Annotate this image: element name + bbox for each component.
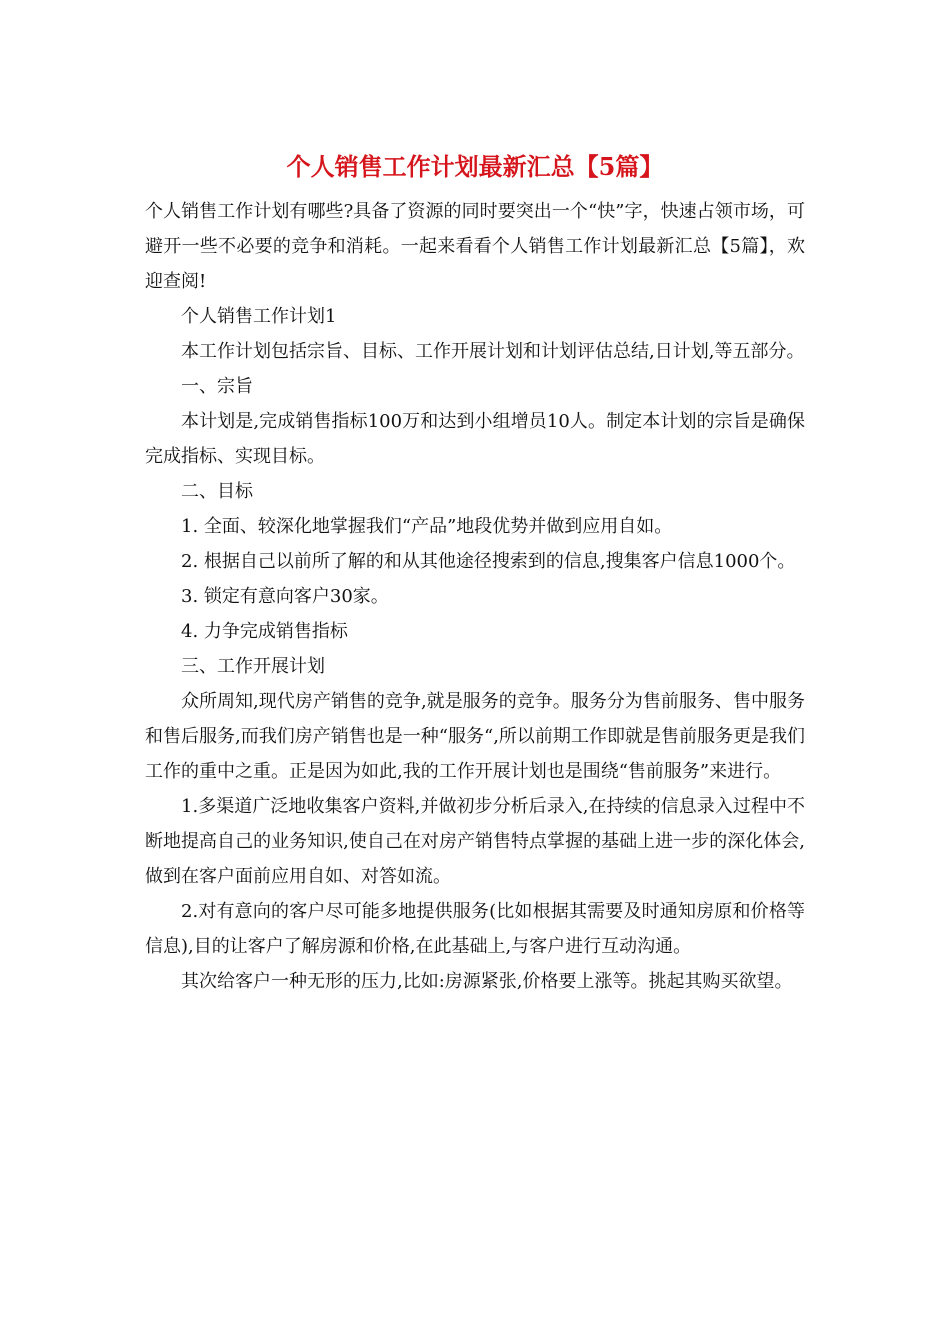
body-paragraph: 其次给客户一种无形的压力,比如:房源紧张,价格要上涨等。挑起其购买欲望。 xyxy=(181,971,793,992)
body-paragraph: 本工作计划包括宗旨、目标、工作开展计划和计划评估总结,日计划,等五部分。 xyxy=(181,341,805,362)
body-paragraph: 2.对有意向的客户尽可能多地提供服务(比如根据其需要及时通知房原和价格等信息),目的让客户了解房源和价格,在此基础上,与客户进行互动沟通。 xyxy=(145,901,805,957)
section-heading: 一、宗旨 xyxy=(181,376,253,397)
list-item: 2. 根据自己以前所了解的和从其他途径搜索到的信息,搜集客户信息1000个。 xyxy=(181,551,796,572)
section-heading-plan-1: 个人销售工作计划1 xyxy=(181,306,337,327)
intro-paragraph: 个人销售工作计划有哪些?具备了资源的同时要突出一个“快”字，快速占领市场，可避开一些不必要的竞争和消耗。一起来看看个人销售工作计划最新汇总【5篇】，欢迎查阅! xyxy=(145,201,805,292)
body-paragraph: 众所周知,现代房产销售的竞争,就是服务的竞争。服务分为售前服务、售中服务和售后服务,而我们房产销售也是一种“服务“,所以前期工作即就是售前服务更是我们工作的重中之重。正是因为如此,我的工作开展计划也是围绕“售前服务”来进行。 xyxy=(145,691,805,782)
body-paragraph: 1.多渠道广泛地收集客户资料,并做初步分析后录入,在持续的信息录入过程中不断地提高自己的业务知识,使自己在对房产销售特点掌握的基础上进一步的深化体会,做到在客户面前应用自如、对答如流。 xyxy=(145,796,805,887)
list-item: 3. 锁定有意向客户30家。 xyxy=(181,586,389,607)
section-heading: 三、工作开展计划 xyxy=(181,656,325,677)
document-title: 个人销售工作计划最新汇总【5篇】 xyxy=(286,152,664,181)
body-paragraph: 本计划是,完成销售指标100万和达到小组增员10人。制定本计划的宗旨是确保完成指标、实现目标。 xyxy=(145,411,805,467)
section-heading: 二、目标 xyxy=(181,481,253,502)
list-item: 4. 力争完成销售指标 xyxy=(181,621,348,642)
list-item: 1. 全面、较深化地掌握我们“产品”地段优势并做到应用自如。 xyxy=(181,516,673,537)
document-body xyxy=(145,194,805,999)
